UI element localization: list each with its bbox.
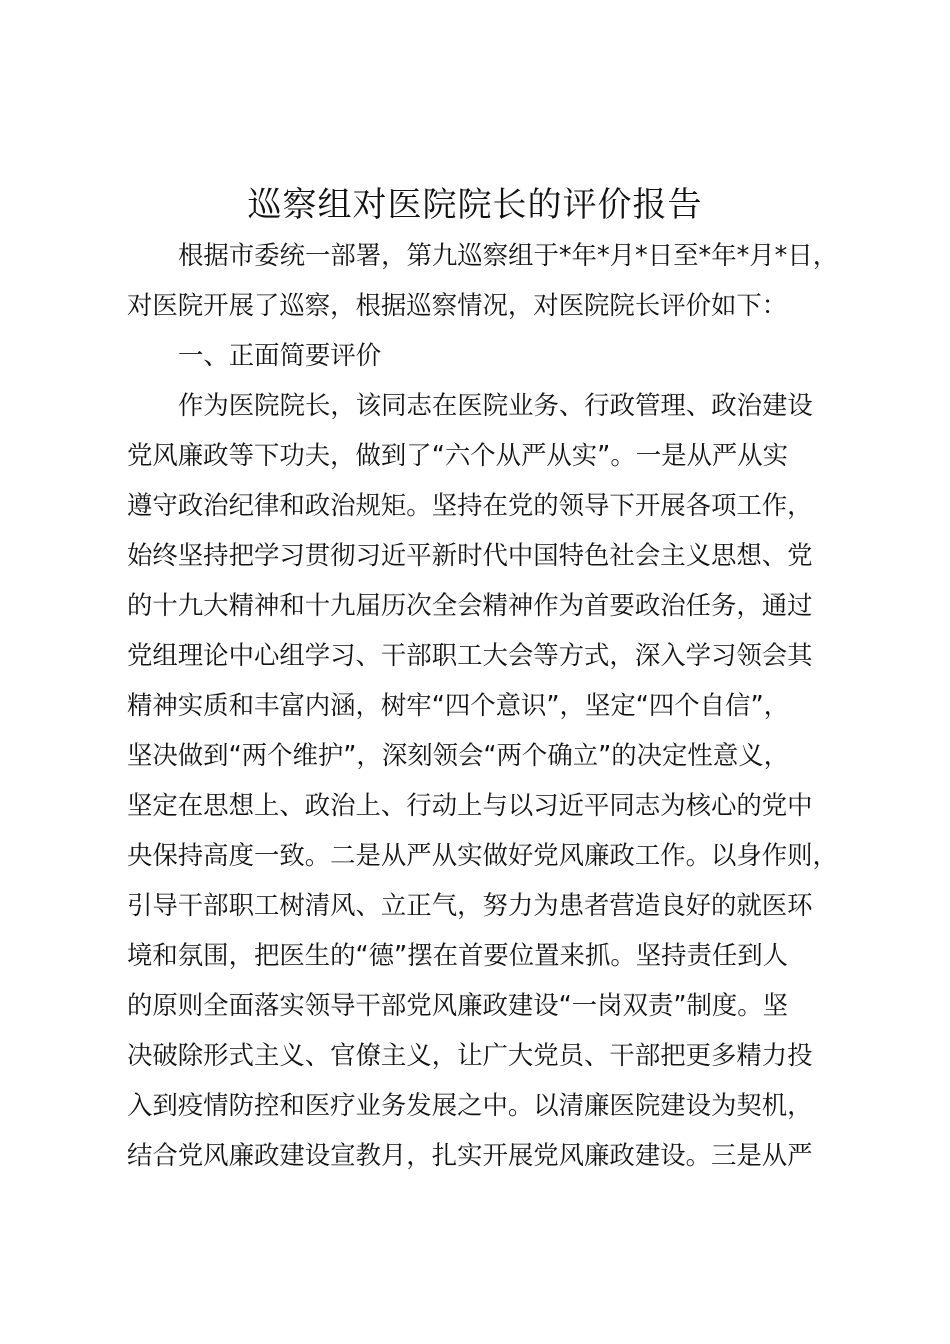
body-line: 引导干部职工树清风、立正气，努力为患者营造良好的就医环 — [127, 890, 813, 920]
body-line: 始终坚持把学习贯彻习近平新时代中国特色社会主义思想、党 — [127, 540, 813, 570]
body-line: 坚定在思想上、政治上、行动上与以习近平同志为核心的党中 — [127, 790, 813, 820]
body-line: 遵守政治纪律和政治规矩。坚持在党的领导下开展各项工作， — [127, 490, 813, 520]
body-line: 入到疫情防控和医疗业务发展之中。以清廉医院建设为契机， — [127, 1090, 813, 1120]
body-line: 党风廉政等下功夫，做到了“六个从严从实”。一是从严从实 — [127, 440, 789, 470]
document-title: 巡察组对医院院长的评价报告 — [247, 185, 703, 225]
body-line: 决破除形式主义、官僚主义，让广大党员、干部把更多精力投 — [127, 1040, 813, 1070]
body-line: 作为医院院长，该同志在医院业务、行政管理、政治建设 — [178, 390, 813, 420]
body-line: 的十九大精神和十九届历次全会精神作为首要政治任务，通过 — [127, 590, 813, 620]
body-line: 精神实质和丰富内涵，树牢“四个意识”，坚定“四个自信”， — [127, 690, 789, 720]
body-line: 结合党风廉政建设宣教月，扎实开展党风廉政建设。三是从严 — [127, 1140, 813, 1170]
body-line: 坚决做到“两个维护”，深刻领会“两个确立”的决定性意义， — [127, 740, 789, 770]
body-line: 根据市委统一部署，第九巡察组于*年*月*日至*年*月*日， — [178, 240, 839, 270]
body-line: 央保持高度一致。二是从严从实做好党风廉政工作。以身作则， — [127, 840, 838, 870]
body-line: 党组理论中心组学习、干部职工大会等方式，深入学习领会其 — [127, 640, 813, 670]
body-line: 对医院开展了巡察，根据巡察情况，对医院院长评价如下： — [127, 290, 788, 320]
body-line: 境和氛围，把医生的“德”摆在首要位置来抓。坚持责任到人 — [127, 940, 789, 970]
body-line: 的原则全面落实领导干部党风廉政建设“一岗双责”制度。坚 — [127, 990, 789, 1020]
section-heading: 一、正面简要评价 — [178, 340, 382, 370]
